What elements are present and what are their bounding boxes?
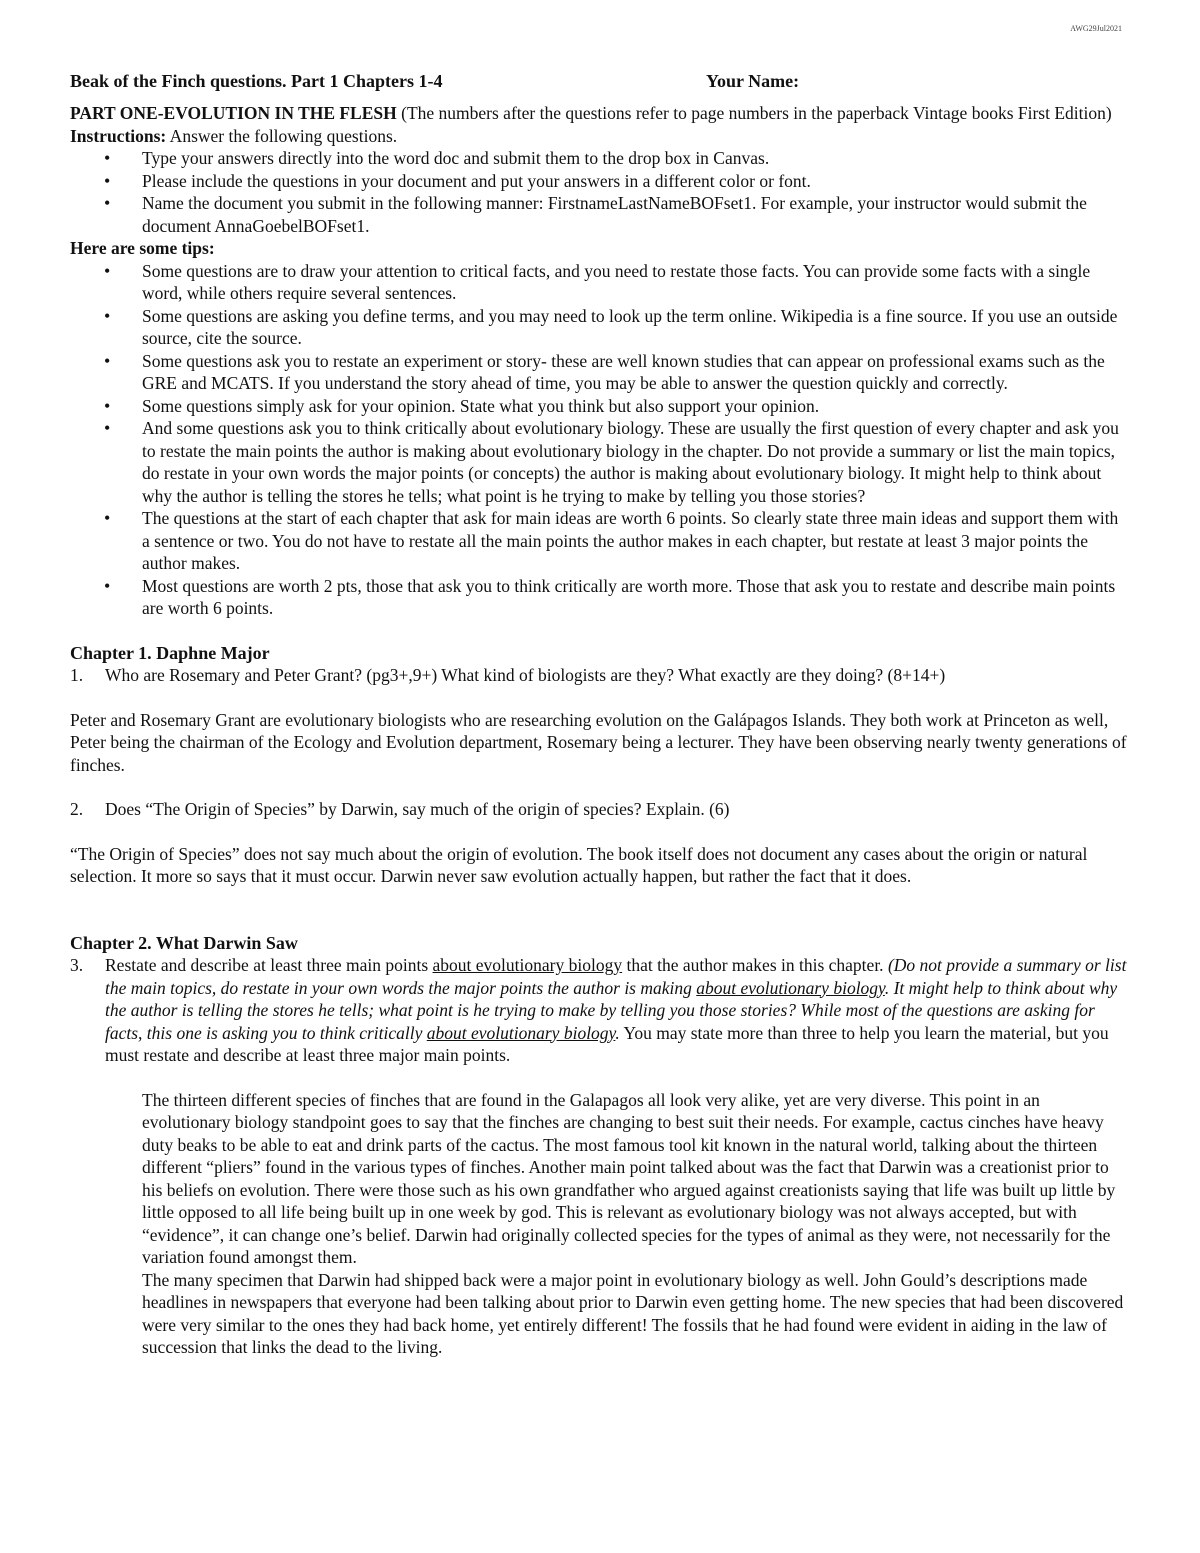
question-number: 1. [70,665,84,685]
italic-guidance: (Do not provide a summary or list the main topics, do restate in your own words the major points the author is making [105,955,1127,998]
instructions-text: Answer the following questions. [166,125,398,146]
question-text: Who are Rosemary and Peter Grant? (pg3+,9+) What kind of biologists are they? What exactly are they doing? (8+14+) [105,665,946,685]
question-3 [70,954,1130,1067]
tips-label: Here are some tips: [70,238,215,258]
instructions-line [70,125,1130,148]
chapter1-title: Chapter 1. Daphne Major [70,642,270,663]
instructions-list [70,147,1130,237]
answer-3-paragraph: The thirteen different species of finches that are found in the Galapagos all look very alike, yet are very diverse. This point in an evolutionary biology standpoint goes to say that the finches are changing to best suit their needs. For example, cactus cinches have heavy duty beaks to be able to eat and drink parts of the cactus. The most famous tool kit known in the natural world, talking about the thirteen different “pliers” found in the various types of finches. Another main point talked about was the fact that Darwin was a creationist prior to his beliefs on evolution. There were those such as his own grandfather who argued against creationists saying that life was built up little by little opposed to all life being built up in one week by god. This is relevant as evolutionary biology was not always accepted, but with “evidence”, it can change one’s belief. Darwin had originally collected species for the types of animal as they were, not necessarily for the variation found amongst them. [142,1089,1116,1267]
tips-list [70,260,1130,620]
part-heading [70,102,1130,125]
question-1 [70,664,1130,687]
tip-item: • The questions at the start of each chapter that ask for main ideas are worth 6 points. So clearly state three main ideas and support them with a sentence or two. You do not have to restate all the main points the author makes in each chapter, but restate at least 3 major points the author makes. [70,507,1130,575]
tip-item: • Some questions simply ask for your opinion. State what you think but also support your opinion. [70,395,1130,418]
instruction-item: • Type your answers directly into the word doc and submit them to the drop box in Canvas. [70,147,1130,170]
question-number: 2. [70,799,84,819]
question-text: Does “The Origin of Species” by Darwin, say much of the origin of species? Explain. (6) [105,799,730,819]
italic-guidance: . It might help to think about why the author is telling the stores he tells; what point is he trying to make by telling you those stories? While most of the questions are asking for facts, this one is asking you to think critically [105,977,1118,1043]
question-text [105,955,1126,1065]
tip-item: • And some questions ask you to think critically about evolutionary biology. These are usually the first question of every chapter and ask you to restate the main points the author is making about evolutionary biology in the chapter. Do not provide a summary or list the main topics, do restate in your own words the major points (or concepts) the author is making about evolutionary biology. It might help to think about why the author is telling the stores he tells; what point is he trying to make by telling you those stories? [70,417,1130,507]
header-row [70,70,1130,94]
chapter2-title: Chapter 2. What Darwin Saw [70,932,298,953]
part-title: PART ONE-EVOLUTION IN THE FLESH [70,103,397,123]
underlined-phrase: about evolutionary biology [432,955,623,975]
answer-3-paragraph: The many specimen that Darwin had shipped back were a major point in evolutionary biology as well. John Gould’s descriptions made headlines in newspapers that everyone had been talking about prior to Darwin even getting home. The new species that had been discovered were very similar to the ones they had back home, yet entirely different! The fossils that he had found were evident in aiding in the law of succession that links the dead to the living. [142,1269,1124,1357]
tip-item: • Some questions ask you to restate an experiment or story- these are well known studies that can appear on professional exams such as the GRE and MCATS. If you understand the story ahead of time, you may be able to answer the question quickly and correctly. [70,350,1130,395]
instruction-item: • Please include the questions in your document and put your answers in a different color or font. [70,170,1130,193]
answer-3 [70,1089,1130,1359]
answer-2: “The Origin of Species” does not say much about the origin of evolution. The book itself does not document any cases about the origin or natural selection. It more so says that it must occur. Darwin never saw evolution actually happen, but rather the fact that it does. [70,843,1088,886]
question-text-part: You may state more than three to help you learn the material, but you must restate and describe at least three major main points. [105,1022,1109,1065]
question-text-part: Restate and describe at least three main points [105,955,433,975]
italic-guidance: . [615,1022,620,1043]
question-2 [70,798,1130,821]
underlined-phrase: about evolutionary biology [426,1022,616,1043]
spacer [70,888,1130,932]
instruction-item: • Name the document you submit in the following manner: FirstnameLastNameBOFset1. For example, your instructor would submit the document AnnaGoebelBOFset1. [70,192,1130,237]
name-label: Your Name: [706,71,800,91]
part-note: (The numbers after the questions refer to page numbers in the paperback Vintage books First Edition) [396,103,1112,123]
question-text-part: that the author makes in this chapter. [622,955,888,975]
question-number: 3. [70,955,84,975]
tip-item: • Some questions are asking you define terms, and you may need to look up the term online. Wikipedia is a fine source. If you use an outside source, cite the source. [70,305,1130,350]
spacer [70,776,1130,798]
tip-item: • Some questions are to draw your attention to critical facts, and you need to restate those facts. You can provide some facts with a single word, while others require several sentences. [70,260,1130,305]
instructions-label: Instructions: [70,125,167,146]
document-content [70,70,1130,1359]
document-title: Beak of the Finch questions. Part 1 Chapters 1-4 [70,71,443,91]
tip-item: • Most questions are worth 2 pts, those that ask you to think critically are worth more. Those that ask you to restate and describe main points are worth 6 points. [70,575,1130,620]
document-stamp: AWG29Jul2021 [1070,24,1122,33]
underlined-phrase: about evolutionary biology [696,977,885,998]
answer-1: Peter and Rosemary Grant are evolutionary biologists who are researching evolution on the Galápagos Islands. They both work at Princeton as well, Peter being the chairman of the Ecology and Evolution department, Rosemary being a lecturer. They have been observing nearly twenty generations of finches. [70,709,1127,775]
